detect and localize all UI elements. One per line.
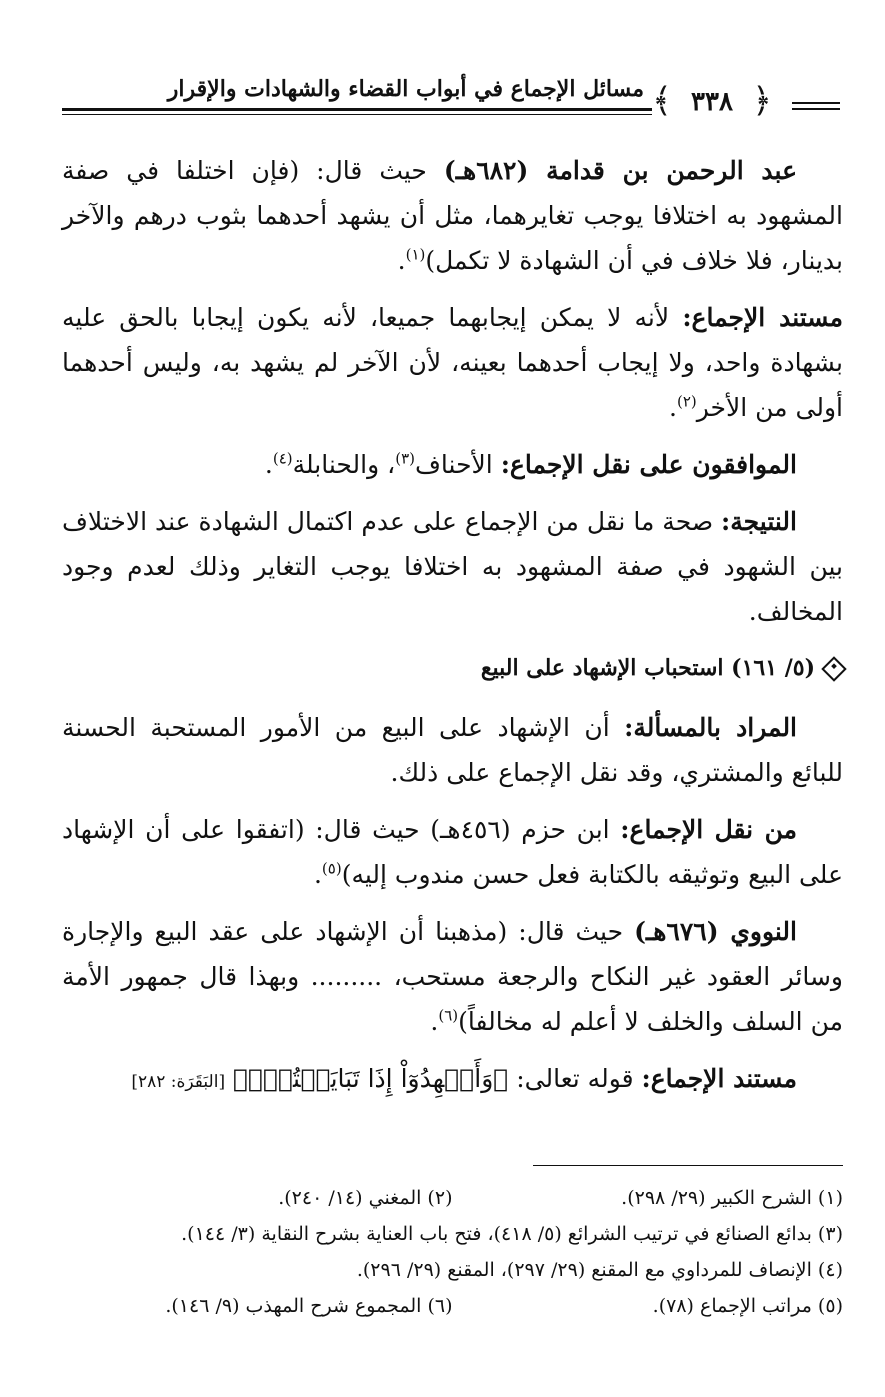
paragraph-lead: من نقل الإجماع:: [620, 815, 797, 844]
paragraph-text: أن الإشهاد على البيع من الأمور المستحبة الحسنة للبائع والمشتري، وقد نقل الإجماع على ذلك.: [62, 713, 843, 787]
paragraph-text: ، والحنابلة: [292, 450, 396, 479]
paragraph: [62, 442, 843, 487]
paragraph-text: حيث قال: (فإن اختلفا في صفة المشهود به اختلافا يوجب تغايرهما، مثل أن يشهد أحدهما بثوب درهم والآخر بدينار، فلا خلاف في أن الشهادة لا تكمل): [62, 156, 843, 275]
footnote-ref: (٤): [272, 449, 293, 468]
footnote-ref: (٥): [321, 859, 342, 878]
footnote-row: [62, 1252, 843, 1288]
section-heading: [62, 646, 843, 691]
paragraph-text: صحة ما نقل من الإجماع على عدم اكتمال الشهادة عند الاختلاف بين الشهود في صفة المشهود به اختلافا يوجب التغاير وذلك لعدم وجود المخالف.: [62, 507, 843, 626]
footnote: (١) الشرح الكبير (٢٩/ ٢٩٨).: [621, 1187, 843, 1209]
page-number: [652, 81, 772, 121]
diamond-bullet-icon: [821, 656, 846, 681]
footnote: (٣) بدائع الصنائع في ترتيب الشرائع (٥/ ٤١٨)، فتح باب العناية بشرح النقاية (٣/ ١٤٤).: [181, 1223, 843, 1245]
footnote-ref: (١): [405, 245, 426, 264]
paragraph-lead: الموافقون على نقل الإجماع:: [500, 450, 797, 479]
running-title: مسائل الإجماع في أبواب القضاء والشهادات والإقرار: [167, 76, 644, 102]
paragraph-lead: عبد الرحمن بن قدامة (٦٨٢هـ): [443, 156, 797, 185]
page-header: [62, 66, 840, 122]
paragraph-lead: المراد بالمسألة:: [624, 713, 798, 742]
paragraph-text: ابن حزم (٤٥٦هـ) حيث قال: (اتفقوا على أن الإشهاد على البيع وتوثيقه بالكتابة فعل حسن مندوب إليه): [62, 815, 843, 889]
paragraph-end: .: [430, 1007, 439, 1036]
paragraph-end: .: [313, 860, 322, 889]
section-heading-text: (٥/ ١٦١) استحباب الإشهاد على البيع: [480, 655, 815, 681]
paragraph-lead: مستند الإجماع:: [682, 303, 844, 332]
paragraph-text: لأنه لا يمكن إيجابهما جميعا، لأنه يكون إيجابا بالحق عليه بشهادة واحد، ولا إيجاب أحدهما بعينه، لأن الآخر لم يشهد به، وليس أحدهما أولى من الأخر: [62, 303, 843, 422]
paragraph-text: وبهذا قال جمهور الأمة من السلف والخلف لا أعلم له مخالفاً): [62, 962, 843, 1036]
paragraph-end: .: [669, 393, 677, 422]
paragraph-text: حيث قال: (مذهبنا أن الإشهاد على عقد البيع والإجارة وسائر العقود غير النكاح والرجعة مستحب،: [62, 917, 844, 991]
quran-quote: قوله تعالى: ﴿وَأَشۡهِدُوٓاْ إِذَا تَبَايَعۡتُمۡۚ﴾: [225, 1064, 642, 1093]
paragraph: [62, 295, 843, 430]
footnote-ref: (٣): [395, 449, 415, 468]
quran-reference: [البَقَرَة: ٢٨٢]: [131, 1072, 226, 1092]
page-body: [62, 148, 843, 1117]
header-rule: [62, 108, 652, 111]
header-rule: [792, 102, 840, 104]
paragraph: [62, 705, 843, 795]
ornament-bracket-left-icon: ﴾: [652, 81, 672, 121]
page-number-text: ٣٣٨: [691, 87, 733, 117]
ornament-bracket-right-icon: ﴿: [752, 81, 772, 121]
paragraph-text: الأحناف: [415, 450, 501, 479]
header-rule: [792, 108, 840, 110]
paragraph-lead: مستند الإجماع:: [641, 1064, 797, 1093]
paragraph-end: .: [264, 450, 273, 479]
paragraph: [62, 909, 843, 1044]
footnotes: [62, 1180, 843, 1324]
footnote-separator: [533, 1165, 843, 1166]
paragraph-end: .: [397, 246, 406, 275]
footnote: (٦) المجموع شرح المهذب (٩/ ١٤٦).: [165, 1295, 453, 1317]
ellipsis-dots: .........: [310, 962, 394, 991]
footnote-ref: (٦): [438, 1006, 459, 1025]
paragraph: [62, 807, 843, 897]
footnote: (٥) مراتب الإجماع (٧٨).: [652, 1295, 843, 1317]
header-rule: [62, 114, 652, 115]
paragraph-lead: النووي (٦٧٦هـ): [634, 917, 797, 946]
paragraph: [62, 1056, 843, 1105]
footnote-row: [62, 1216, 843, 1252]
paragraph-lead: النتيجة:: [721, 507, 797, 536]
paragraph: [62, 148, 843, 283]
footnote: (٤) الإنصاف للمرداوي مع المقنع (٢٩/ ٢٩٧)، المقنع (٢٩/ ٢٩٦).: [356, 1259, 843, 1281]
footnote: (٢) المغني (١٤/ ٢٤٠).: [278, 1187, 453, 1209]
paragraph: [62, 499, 843, 634]
footnote-row: [62, 1180, 843, 1216]
footnote-ref: (٢): [676, 392, 697, 411]
footnote-row: [62, 1288, 843, 1324]
